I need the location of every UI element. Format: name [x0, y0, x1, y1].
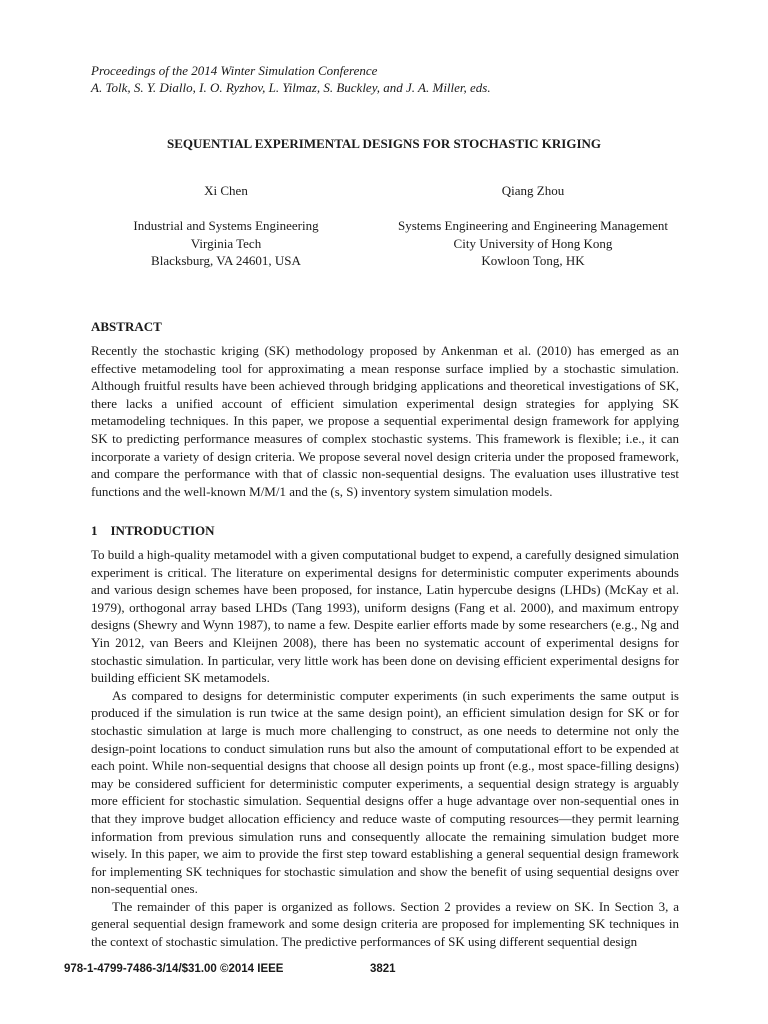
footer-page-number: 3821 [370, 963, 396, 975]
affiliation-line: Virginia Tech [190, 235, 262, 251]
affiliation-line: Industrial and Systems Engineering [133, 218, 319, 233]
affiliation-line: Kowloon Tong, HK [481, 253, 585, 268]
proceedings-title: Proceedings of the 2014 Winter Simulation Conference [91, 63, 378, 78]
intro-paragraph-1: To build a high-quality metamodel with a given computational budget to expend, a carefully designed simulation experiment is critical. The literature on experimental designs for deterministic computer experiments abounds and various design schemes have been proposed, for instance, Latin hypercube designs (LHDs) (McKay et al. 1979), orthogonal array based LHDs (Tang 1993), uniform designs (Fang et al. 2000), and maximum entropy designs (Shewry and Wynn 1987), to name a few. Despite earlier efforts made by some researchers (e.g., Ng and Yin 2012, van Beers and Kleijnen 2008), there has been no systematic account of experimental designs for stochastic simulation. In particular, very little work has been done on devising efficient experimental designs for building efficient SK metamodels. [91, 547, 679, 686]
abstract-text: Recently the stochastic kriging (SK) methodology proposed by Ankenman et al. (2010) has emerged as an effective metamodeling tool for approximating a mean response surface implied by a stochastic simulation. Although fruitful results have been achieved through bridging applications and theoretical investigations of SK, there lacks a unified account of efficient simulation experimental design strategies for applying SK metamodeling techniques. In this paper, we propose a sequential experimental design framework for applying SK to predicting performance measures of complex stochastic systems. This framework is flexible; i.e., it can incorporate a variety of design criteria. We propose several novel design criteria under the proposed framework, and compare the performance with that of classic non-sequential designs. The evaluation uses illustrative test functions and the well-known M/M/1 and the (s, S) inventory system simulation models. [91, 343, 679, 499]
proceedings-header [91, 62, 691, 96]
affiliation-line: City University of Hong Kong [453, 235, 613, 251]
author-name-2: Qiang Zhou [501, 183, 565, 198]
abstract-heading: ABSTRACT [91, 319, 162, 334]
editors-line: A. Tolk, S. Y. Diallo, I. O. Ryzhov, L. Yilmaz, S. Buckley, and J. A. Miller, eds. [91, 80, 491, 95]
author-affiliation-1 [96, 217, 356, 270]
intro-paragraph-3: The remainder of this paper is organized as follows. Section 2 provides a review on SK. In Section 3, a general sequential design framework and some design criteria are proposed for implementing SK techniques in the context of stochastic simulation. The predictive performances of SK using different sequential design [91, 898, 679, 950]
author-name-1: Xi Chen [204, 183, 248, 198]
abstract-body [91, 342, 679, 500]
introduction-heading: 1 INTRODUCTION [91, 523, 215, 538]
affiliation-line: Blacksburg, VA 24601, USA [151, 253, 301, 268]
paper-title: SEQUENTIAL EXPERIMENTAL DESIGNS FOR STOCHASTIC KRIGING [166, 136, 602, 151]
intro-paragraph-2: As compared to designs for deterministic computer experiments (in such experiments the same output is produced if the simulation is run twice at the same design point), an efficient simulation design for SK or for stochastic simulation at large is much more challenging to construct, as one needs to determine not only the design-point locations to conduct simulation runs but also the amount of computational effort to be expended at each point. While non-sequential designs that choose all design points up front (e.g., most space-filling designs) may be considered sufficient for deterministic computer experiments, a sequential design strategy is arguably more efficient for stochastic simulation. Sequential designs offer a huge advantage over non-sequential ones in that they improve budget allocation efficiency and reduce waste of computing resources—they permit learning information from previous simulation runs and consequently allocate the remaining simulation budget more wisely. In this paper, we aim to provide the first step toward establishing a general sequential design framework for implementing SK techniques for stochastic simulation and show the benefit of using sequential designs over non-sequential ones. [91, 687, 679, 897]
affiliation-line: Systems Engineering and Engineering Management [397, 218, 669, 233]
footer-isbn: 978-1-4799-7486-3/14/$31.00 ©2014 IEEE [64, 963, 284, 975]
introduction-body [91, 546, 679, 951]
author-affiliation-2 [378, 217, 688, 270]
